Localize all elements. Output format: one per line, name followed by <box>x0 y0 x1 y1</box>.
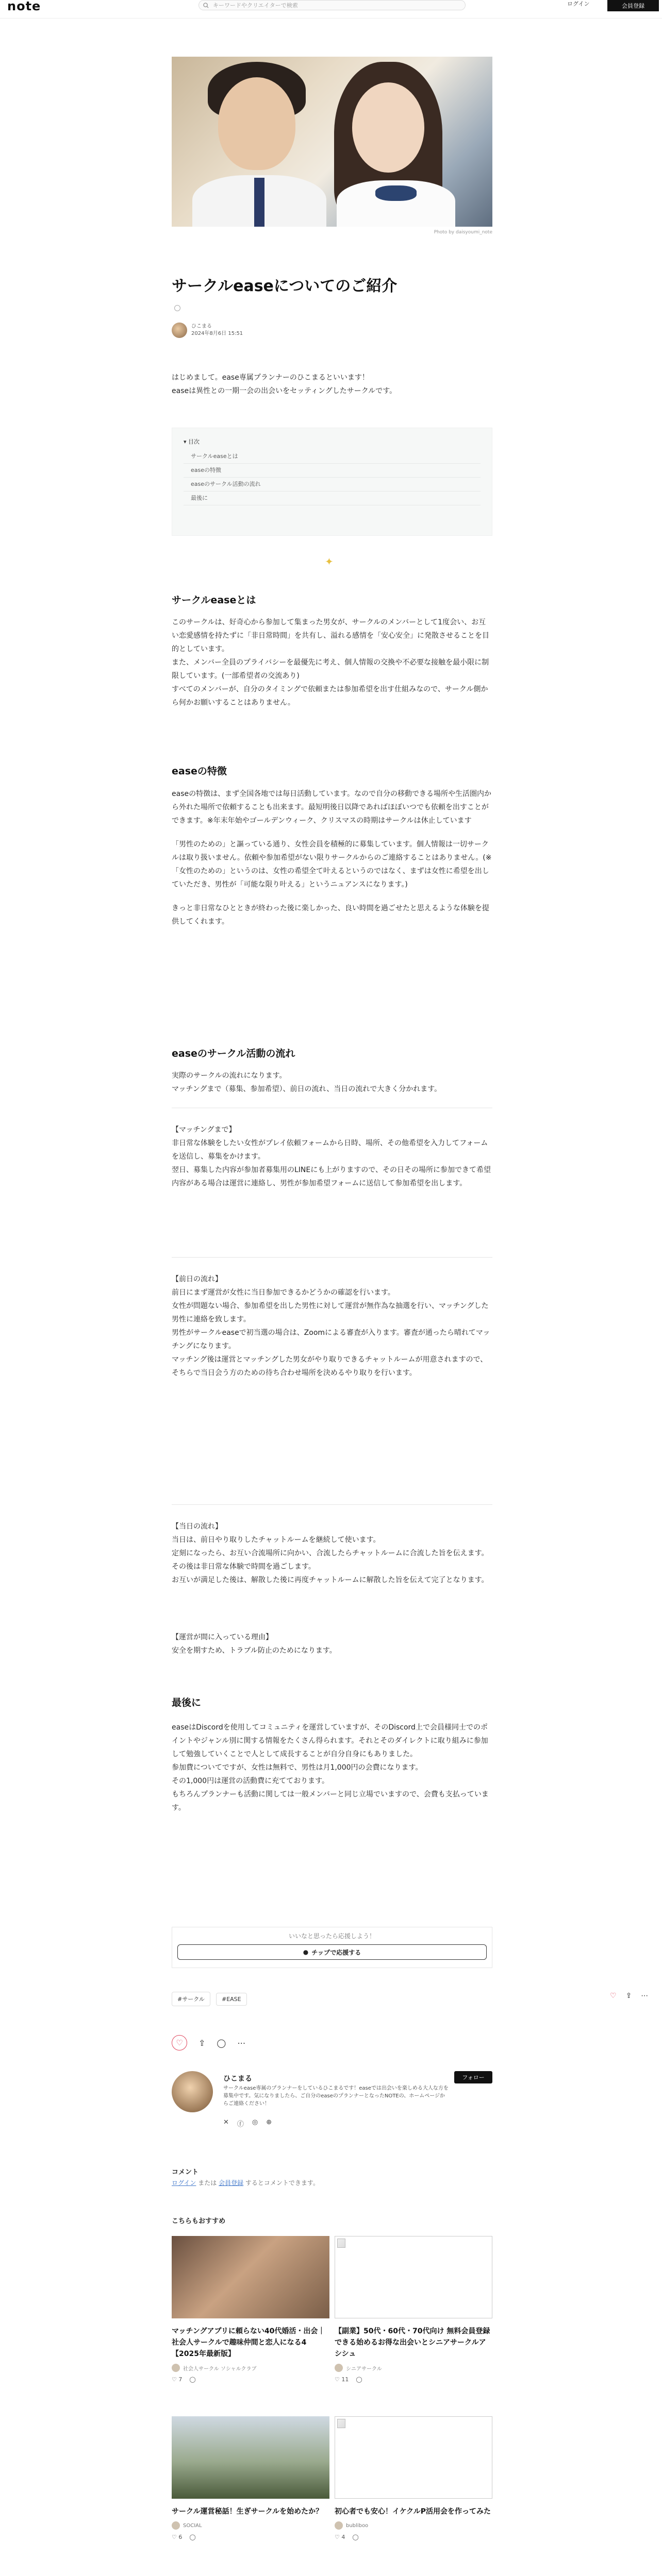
like-button[interactable] <box>172 2035 187 2050</box>
facebook-icon[interactable]: ⓕ <box>237 2121 244 2128</box>
section-heading: 最後に <box>172 1697 202 1708</box>
signup-link[interactable]: 会員登録 <box>219 2179 244 2187</box>
article-title: サークルeaseについてのご紹介 <box>172 277 398 295</box>
section-body: このサークルは、好奇心から参加して集まった男女が、サークルのメンバーとして1度会い、お互い恋愛感情を持たずに「非日常時間」を共有し、溢れる感情を「安心安全」に発散させることを目的としています。 また、メンバー全員のプライバシーを最優先に考え、個人情報の交換や不必要な接触を最小限に制限しています。(一部希望者の交流あり) すべてのメンバーが、自分のタイミングで依頼または参加希望を出す仕組みなので、サークル側から何かお願いすることはありません。 <box>172 618 489 707</box>
support-prompt: いいなと思ったら応援しよう！ <box>288 1933 375 1940</box>
avatar[interactable] <box>172 2071 213 2112</box>
intro <box>172 371 492 398</box>
tag-list <box>172 1992 492 2006</box>
signup-button[interactable]: 会員登録 <box>607 0 659 11</box>
recommend-card[interactable]: 【副業】50代・60代・70代向け 無料会員登録できる始めるお得な出会いとシニアサークルアシシュ シニアサークル ♡ 11 ◯ <box>335 2236 492 2383</box>
intro-line: easeは異性との一期一会の出会いをセッティングしたサークルです。 <box>172 387 397 395</box>
toc-item[interactable]: easeの特徴 <box>184 464 481 478</box>
author-name[interactable]: ひこまる <box>191 324 212 329</box>
hero-image <box>172 57 492 227</box>
site-header <box>0 0 662 19</box>
coin-icon: ● <box>303 1948 309 1956</box>
profile-links <box>223 2119 272 2128</box>
search-placeholder: キーワードやクリエイターで検索 <box>213 2 298 9</box>
link-icon[interactable]: ⊕ <box>266 2119 272 2126</box>
tag[interactable]: #サークル <box>172 1992 210 2006</box>
comment-icon: ◯ <box>356 2376 362 2383</box>
heart-icon: ♡ 11 <box>335 2376 349 2383</box>
section-body: 実際のサークルの流れになります。 マッチングまで（募集、参加希望）、前日の流れ、当日の流れで大きく分かれます。 <box>172 1072 442 1093</box>
section-body: 【前日の流れ】 前日にまず運営が女性に当日参加できるかどうかの確認を行います。 女性が問題ない場合、参加希望を出した男性に対して運営が無作為な抽選を行い、マッチングした男性に連絡を致します。 男性がサークルeaseで初当選の場合は、Zoomによる審査が入ります。審査が通ったら晴れてマッチングになります。 マッチング後は運営とマッチングした男女がやり取りできるチャットルームが用意されますので、そちらで当日会う方のための待ち合わせ場所を決めるやり取りを行います。 <box>172 1275 490 1377</box>
share-icon[interactable]: ⇪ <box>625 1992 632 2000</box>
instagram-icon[interactable]: ◎ <box>252 2119 258 2126</box>
profile-description: サークルease専属のプランナーをしているひこまるです！easeでは出会いを楽しめる大人な方を募集中です。気になりましたら、ご自分のeaseのプランナーとなったNOTEの、ホームページからご連絡ください！ <box>223 2086 449 2107</box>
post-date: 2024年8月6日 15:51 <box>191 331 243 336</box>
heart-icon: ♡ 4 <box>335 2534 345 2540</box>
section-heading: サークルeaseとは <box>172 595 256 606</box>
heart-icon: ♡ <box>176 2038 183 2047</box>
avatar[interactable] <box>172 323 187 338</box>
x-icon[interactable]: ✕ <box>223 2119 229 2126</box>
recommend-card[interactable]: サークル運営秘話！生ぎサークルを始めたか？ SOCIAL ♡ 6 ◯ <box>172 2416 329 2540</box>
heart-icon[interactable]: ♡ <box>610 1992 617 2000</box>
toc-item[interactable]: easeのサークル活動の流れ <box>184 478 481 492</box>
tag[interactable]: #EASE <box>216 1993 247 2006</box>
table-of-contents <box>172 428 492 536</box>
section-body: easeの特徴は、まず全国各地では毎日活動しています。なので自分の移動できる場所や生活圏内から外れた場所で依頼することも出来ます。最短明後日以降であればほぼいつでも依頼を出すことができます。※年末年始やゴールデンウィーク、クリスマスの時期はサークルは休止しています 「男性のための」と謳っている通り、女性会員を積極的に募集しています。個人情報は一切サークルは取り扱いません。依頼や参加希望がない限りサークルからのご連絡することはありません。(※「女性のための」というのは、女性の希望全て叶えるというのではなく、まずは女性に希望を出していただき、男性が「可能な限り叶える」というニュアンスになります。) きっと非日常なひとときが終わった後に楽しかった、良い時間を過ごせたと思えるような体験を提供してくれます。 <box>172 790 492 926</box>
follow-button[interactable]: フォロー <box>454 2071 492 2083</box>
section-heading: easeの特徴 <box>172 766 227 777</box>
section-body: 【運営が間に入っている理由】 安全を期すため、トラブル防止のためになります。 <box>172 1633 337 1655</box>
toc-item[interactable]: 最後に <box>184 492 481 505</box>
more-icon[interactable]: ⋯ <box>641 1992 649 2000</box>
recommend-card[interactable]: 初心者でも安心！イケクルP活用会を作ってみた bubliboo ♡ 4 ◯ <box>335 2416 492 2540</box>
support-box <box>172 1927 492 1968</box>
photo-credit: Photo by daisyoumi_note <box>434 230 492 235</box>
search-input[interactable] <box>198 0 466 10</box>
comments-login-prompt: ログイン または 会員登録 するとコメントできます。 <box>172 2179 319 2187</box>
section-body: 【当日の流れ】 当日は、前日やり取りしたチャットルームを継続して使います。 定刻になったら、お互い合流場所に向かい、合流したらチャットルームに合流した旨を伝えます。その後は非日常な体験で時間を過ごします。 お互いが満足した後は、解散した後に再度チャットルームに解散した旨を伝えて完了となります。 <box>172 1522 489 1584</box>
comment-icon: ◯ <box>189 2376 196 2383</box>
article-actions <box>172 2035 245 2050</box>
intro-line: はじめまして。ease専属プランナーのひこまるといいます！ <box>172 374 369 382</box>
section-body: 【マッチングまで】 非日常な体験をしたい女性がプレイ依頼フォームから日時、場所、その他希望を入力してフォームを送信し、募集をかけます。 翌日、募集した内容が参加者募集用のLINEにも上がりますので、その日その場所に参加できて希望内容がある場合は運営に連絡し、男性が参加希望フォームに送信して参加希望を出します。 <box>172 1126 491 1188</box>
comment-icon[interactable]: ◯ <box>217 2038 226 2048</box>
login-link[interactable]: ログイン <box>172 2179 196 2187</box>
section-body: easeはDiscordを使用してコミュニティを運営していますが、そのDiscord上で会員様同士でのポイントやジャンル別に関する情報をたくさん得られます。それとそのダイレクトに取り組みに参加して勉強していくことで人として成長することが自分自身にもありました。 参加費についてですが、女性は無料で、男性は月1,000円の会費になります。 その1,000円は運営の活動費に充てております。 もちろんプランナーも活動に関しては一般メンバーと同じ立場でいますので、会費も支払っています。 <box>172 1723 489 1812</box>
section-heading: easeのサークル活動の流れ <box>172 1048 295 1059</box>
profile-name[interactable]: ひこまる <box>223 2075 252 2083</box>
share-icon[interactable]: ⇪ <box>198 2038 206 2048</box>
comments-title: コメント <box>172 2168 199 2176</box>
toc-item[interactable]: サークルeaseとは <box>184 450 481 464</box>
login-link[interactable]: ログイン <box>567 1 590 7</box>
recommend-card[interactable]: マッチングアプリに頼らない40代婚活・出会｜社会人サークルで趣味仲間と恋人になる4【2025年最新版】 社会人サークル ソシャルクラブ ♡ 7 ◯ <box>172 2236 329 2383</box>
heart-icon: ♡ 6 <box>172 2534 183 2540</box>
tip-button[interactable]: ● チップで応援する <box>177 1944 487 1960</box>
comment-icon: ◯ <box>189 2534 196 2540</box>
comment-icon: ◯ <box>352 2534 359 2540</box>
author-byline[interactable] <box>172 323 243 338</box>
search-icon <box>203 3 209 8</box>
toc-title[interactable]: ▾ 目次 <box>184 438 200 445</box>
side-actions <box>610 1992 648 2000</box>
recommend-title: こちらもおすすめ <box>172 2217 226 2225</box>
more-icon[interactable]: ⋯ <box>237 2038 246 2048</box>
heart-icon: ♡ 7 <box>172 2376 183 2383</box>
clock-icon <box>174 305 180 311</box>
sparkle-icon: ✦ <box>325 555 334 568</box>
site-logo[interactable]: note <box>7 0 41 13</box>
